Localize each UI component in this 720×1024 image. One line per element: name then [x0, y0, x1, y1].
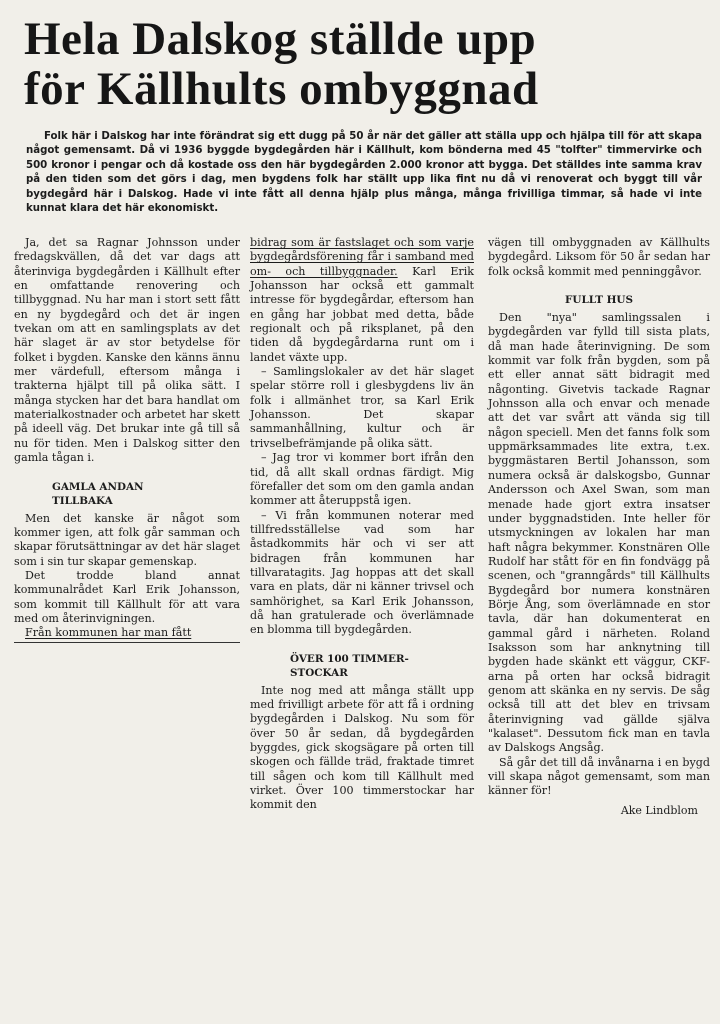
ingress: Folk här i Dalskog har inte förändrat sig ett dugg på 50 år när det gäller att ställa upp och hjälpa till för att skapa något gemensamt. Då vi 1936 byggde bygdegården här i Källhult, kom bönderna med 45 "tolfter" timmervirke och 500 kronor i pengar och då kostade oss den här bygdegården 2.000 kronor att bygga. Det ställdes inte samma krav på den tiden som det görs i dag, men bygdens folk har ställt upp lika fint nu då vi renoverat och byggt till vår bygdegård här i Dalskog. Hade vi inte fått all denna hjälp plus många, många frivilliga timmar, så hade vi inte kunnat klara det här ekonomiskt.: [26, 131, 702, 215]
subheading-fullt-hus: FULLT HUS: [565, 294, 633, 307]
column-2-paragraph-3: – Jag tror vi kommer bort ifrån den tid, då allt skall ordnas färdigt. Mig förefaller det som om den gamla andan kommer att återuppstå igen.: [250, 451, 474, 508]
column-1: [14, 236, 240, 644]
column-1-paragraph-1: Ja, det sa Ragnar Johnsson under fredagskvällen, då det var dags att återinviga bygdegården i Källhult efter en omfattande renovering och tillbyggnad. Nu har man i stort sett fått en ny bygdegård och det är ingen tvekan om att en samlingsplats av det här slaget är av stor betydelse för folket i bygden. Kanske den känns ännu mer värdefull, eftersom många i trakterna hjälpt till på olika sätt. I många stycken har det bara handlat om materialkostnader och arbetet har skett på ideell väg. Det brukar inte gå till så nu för tiden. Men i Dalskog sitter den gamla tågan i.: [14, 236, 240, 465]
column-3-paragraph-1: vägen till ombyggnaden av Källhults bygdegård. Liksom för 50 år sedan har folk också kommit med penninggåvor.: [488, 236, 710, 278]
headline-line-1: Hela Dalskog ställde upp: [24, 13, 537, 65]
column-2: [250, 236, 474, 813]
column-3: [488, 236, 710, 818]
byline-signature: Ake Lindblom: [620, 803, 698, 817]
column-1-paragraph-3: Det trodde bland annat kommunalrådet Karl Erik Johansson, som kommit till Källhult för att vara med om återinvigningen.: [14, 568, 240, 625]
subheading-line-1: GAMLA ANDAN: [52, 480, 144, 493]
column-2-paragraph-4: – Vi från kommunen noterar med tillfredsställelse vad som har åstadkommits här och vi ser att bidragen från kommunen har tillvaratagits. Jag hoppas att det skall vara en plats, där ni känner trivsel och samhörighet, sa Karl Erik Johansson, då han gratulerade och överlämnade en blomma till bygdegården.: [250, 508, 474, 637]
column-3-paragraph-3: Så går det till då invånarna i en bygd vill skapa något gemensamt, som man känner för!: [488, 755, 710, 798]
column-1-paragraph-2: Men det kanske är något som kommer igen, att folk går samman och skapar förutsättningar av det här slaget som i sin tur skapar gemenskap.: [14, 511, 240, 568]
subheading-line-1: ÖVER 100 TIMMER-: [290, 652, 409, 665]
subheading-over-100-timmerstockar: [250, 652, 474, 680]
headline: [24, 14, 704, 114]
column-2-paragraph-1-rest: Karl Erik Johansson har också ett gammalt intresse för bygdegårdar, eftersom han en gång har jobbat med detta, både regionalt och på riksplanet, på den tiden då bygdegårdarna runt om i landet växte upp.: [250, 264, 475, 364]
column-2-paragraph-2: – Samlingslokaler av det här slaget spelar större roll i glesbygdens liv än folk i allmänhet tror, sa Karl Erik Johansson. Det skapar sammanhållning, kultur och är trivselbefrämjande på olika sätt.: [250, 365, 474, 450]
subheading-gamla-andan: [14, 480, 240, 508]
column-2-paragraph-1: [250, 236, 474, 365]
column-1-end-rule: [14, 642, 240, 643]
subheading-line-2: TILLBAKA: [52, 494, 113, 507]
column-1-paragraph-4: Från kommunen har man fått: [25, 626, 192, 640]
headline-line-2: för Källhults ombyggnad: [24, 63, 539, 115]
subheading-line-2: STOCKAR: [290, 666, 348, 679]
underlined-passage: bidrag som är fastslaget och som varje bygdegårdsförening får i samband med om- och tillbyggnader.: [250, 236, 474, 278]
column-3-paragraph-2: Den "nya" samlingssalen i bygdegården var fylld till sista plats, då man hade återinvigning. De som kommit var folk från bygden, som på ett eller annat sätt bidragit med någonting. Givetvis tackade Ragnar Johnsson alla och envar och menade att det var svårt att vända sig till någon speciell. Men det fanns folk som uppmärksammades lite extra, t.ex. byggmästaren Bertil Johansson, som numera också är dalskogsbo, Gunnar Andersson och Axel Swan, som man menade hade gjort extra insatser under byggnadstiden. Inte heller för utsmyckningen av lokalen har man haft några bekymmer. Konstnären Olle Rudolf har stått för en fin fondvägg på scenen, och "granngårds" till Källhults Bygdegård bor numera konstnären Börje Ång, som överlämnade en stor tavla, där han dokumenterat en gammal gård i närheten. Roland Isaksson som har anknytning till bygden hade skänkt ett väggur, CKF-arna på orten har också bidragit genom att skänka en ny servis. De såg också till att det blev en trivsam återinvigning vad gällde själva "kalaset". Dessutom fick man en tavla av Dalskogs Angsåg.: [488, 311, 710, 755]
column-2-paragraph-5: Inte nog med att många ställt upp med frivilligt arbete för att få i ordning bygdegården i Dalskog. Nu som för över 50 år sedan, då bygdegården byggdes, gick skogsägare på orten till skogen och fällde träd, fraktade timret till sågen och kom till Källhult med virket. Över 100 timmerstockar har kommit den: [250, 683, 474, 812]
